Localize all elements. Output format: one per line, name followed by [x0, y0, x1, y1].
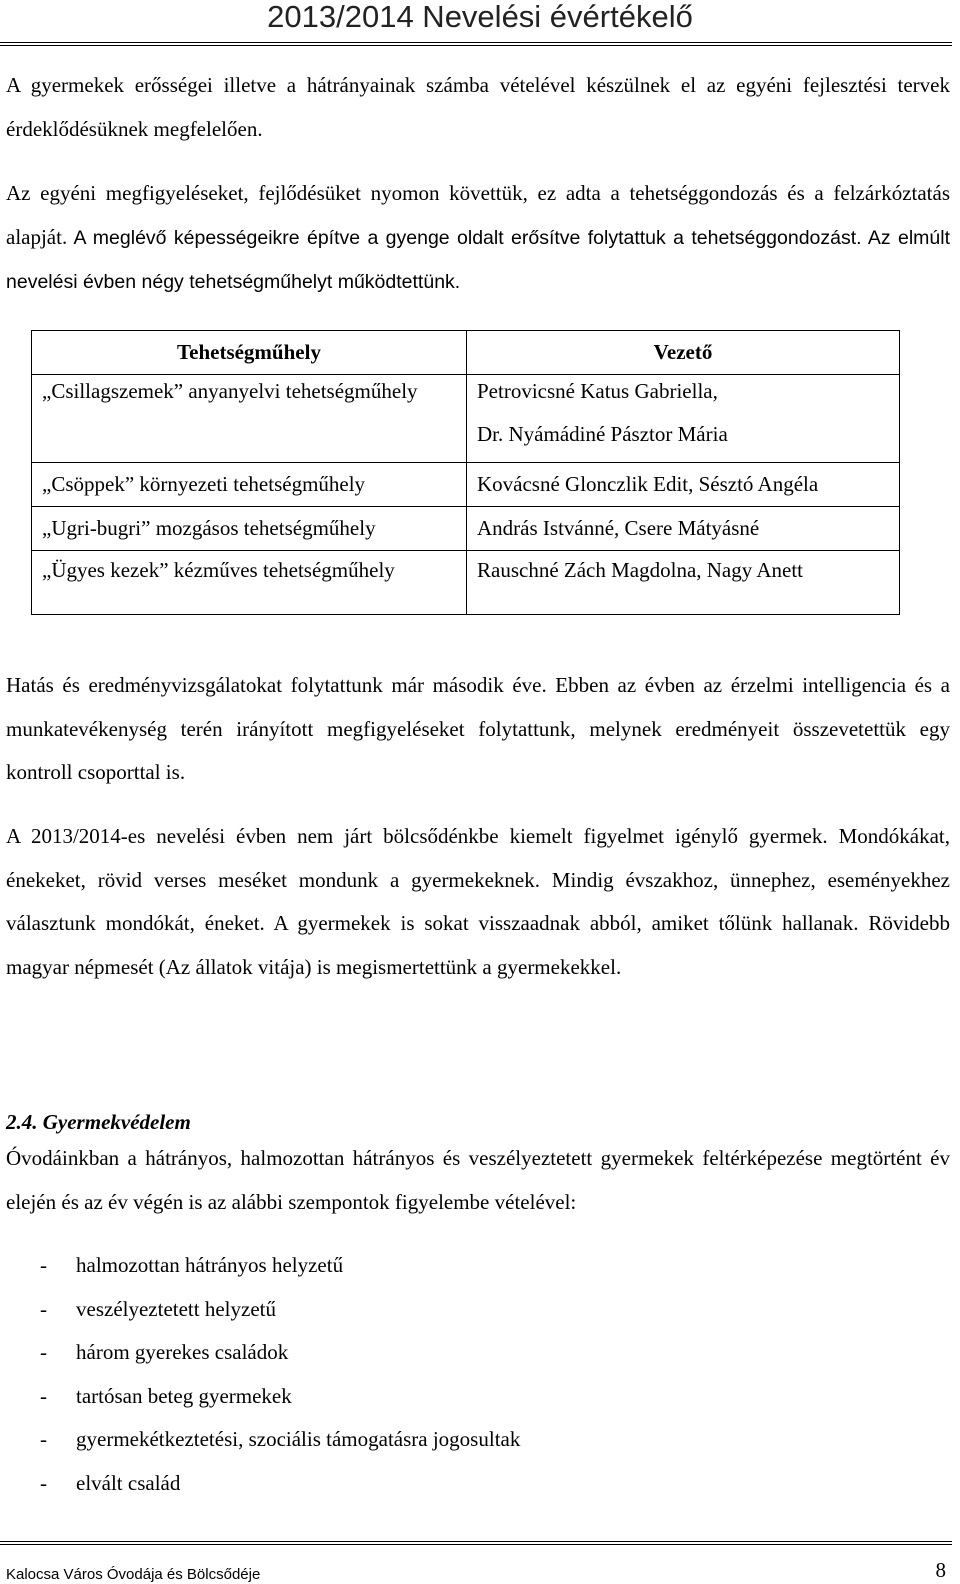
paragraph-nursery: A 2013/2014-es nevelési évben nem járt bölcsődénkbe kiemelt figyelmet igénylő gyermek. Mondókákat, énekeket, rövid verses meséket mondunk a gyermekeknek. Mindig évszakhoz, ünnephez, eseményekhez választunk mondókát, éneket. A gyermekek is sokat visszaadnak abból, amiket tőlünk hallanak. Rövidebb magyar népmesét (Az állatok vitája) is megismertettünk a gyermekekkel.	[6, 824, 950, 979]
list-item	[6, 1244, 520, 1288]
workshop-name: „Csöppek” környezeti tehetségműhely	[42, 472, 366, 496]
list-item	[6, 1418, 520, 1462]
table-header-leader: Vezető	[467, 331, 900, 375]
list-dash: -	[40, 1427, 47, 1451]
list-item	[6, 1331, 520, 1375]
paragraph-child-protection: Óvodáinkban a hátrányos, halmozottan hátrányos és veszélyeztetett gyermekek feltérképezése megtörtént év elején és az év végén is az alábbi szempontok figyelembe vételével:	[6, 1146, 950, 1214]
paragraph-talent-care	[6, 172, 950, 305]
workshop-leader: Rauschné Zách Magdolna, Nagy Anett	[477, 558, 803, 582]
criteria-list	[6, 1244, 520, 1505]
workshop-leader: Kovácsné Glonczlik Edit, Sésztó Angéla	[477, 472, 819, 496]
list-dash: -	[40, 1340, 47, 1364]
workshop-name: „Ügyes kezek” kézműves tehetségműhely	[42, 558, 395, 582]
list-item-label: tartósan beteg gyermekek	[76, 1383, 292, 1408]
page-number: 8	[935, 1558, 946, 1582]
list-item	[6, 1375, 520, 1419]
workshop-leader-second: Dr. Nyámádiné Pásztor Mária	[477, 422, 728, 446]
footer-institution: Kalocsa Város Óvodája és Bölcsődéje	[6, 1566, 261, 1583]
table-header-workshop: Tehetségműhely	[32, 331, 467, 375]
list-item	[6, 1288, 520, 1332]
list-item-label: halmozottan hátrányos helyzetű	[76, 1253, 344, 1277]
page-header-title: 2013/2014 Nevelési évértékelő	[267, 0, 693, 34]
footer-divider	[0, 1541, 952, 1545]
table-row	[32, 463, 900, 507]
list-dash: -	[40, 1470, 47, 1495]
table-row	[32, 375, 900, 463]
table-header-row	[32, 331, 900, 375]
table-row	[32, 507, 900, 551]
workshop-leader: Petrovicsné Katus Gabriella,	[477, 379, 718, 403]
paragraph-talent-care-serif: Az egyéni megfigyeléseket, fejlődésüket nyomon követtük, ez adta a tehetséggondozás és a felzárkóztatás alapját.	[6, 181, 950, 249]
list-item	[6, 1462, 520, 1506]
list-item-label: három gyerekes családok	[76, 1340, 289, 1364]
workshop-name: „Csillagszemek” anyanyelvi tehetségműhely	[42, 379, 418, 403]
list-item-label: elvált család	[76, 1470, 181, 1495]
section-heading-child-protection: 2.4. Gyermekvédelem	[6, 1110, 191, 1134]
paragraph-talent-care-sans: A meglévő képességeikre építve a gyenge oldalt erősítve folytattuk a tehetséggondozást. Az elmúlt nevelési évben négy tehetségműhelyt működtettünk.	[6, 226, 950, 293]
workshop-name: „Ugri-bugri” mozgásos tehetségműhely	[42, 516, 376, 540]
header-divider	[0, 42, 952, 46]
table-row	[32, 551, 900, 615]
workshop-leader: András Istvánné, Csere Mátyásné	[477, 516, 760, 540]
list-dash: -	[40, 1253, 47, 1277]
paragraph-impact-studies: Hatás és eredményvizsgálatokat folytattunk már második éve. Ebben az évben az érzelmi intelligencia és a munkatevékenység terén irányított megfigyeléseket folytattunk, melynek eredményeit összevetettük egy kontroll csoporttal is.	[6, 673, 950, 784]
list-item-label: gyermekétkeztetési, szociális támogatásra jogosultak	[76, 1427, 521, 1451]
list-item-label: veszélyeztetett helyzetű	[76, 1296, 276, 1321]
list-dash: -	[40, 1296, 47, 1321]
talent-workshop-table	[31, 330, 900, 615]
paragraph-development-plans: A gyermekek erősségei illetve a hátrányainak számba vételével készülnek el az egyéni fejlesztési tervek érdeklődésüknek megfelelően.	[6, 73, 950, 141]
list-dash: -	[40, 1383, 47, 1408]
